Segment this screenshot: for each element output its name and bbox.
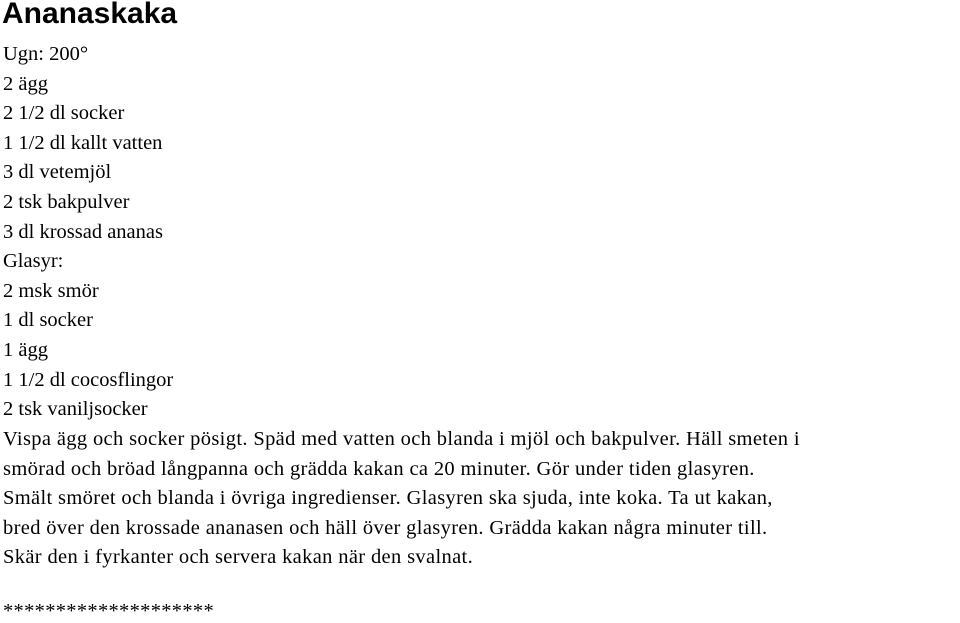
ingredient-line: 2 tsk bakpulver [3,190,130,213]
glaze-ingredient-line: 2 msk smör [3,279,99,302]
ingredient-list [3,40,173,425]
instruction-line: bred över den krossade ananasen och häll över glasyren. Grädda kakan några minuter till. [3,516,768,539]
ingredient-line: 3 dl krossad ananas [3,220,163,243]
glaze-ingredient-line: 1 ägg [3,338,48,361]
instruction-line: Skär den i fyrkanter och servera kakan när den svalnat. [3,546,474,569]
glaze-ingredient-line: 1 1/2 dl cocosflingor [3,368,174,391]
ingredient-line: 3 dl vetemjöl [3,161,112,184]
glaze-ingredient-line: 1 dl socker [3,309,93,332]
instruction-line: smörad och bröad långpanna och grädda kakan ca 20 minuter. Gör under tiden glasyren. [3,457,755,480]
ingredient-line: 1 1/2 dl kallt vatten [3,131,163,154]
oven-temperature: Ugn: 200° [3,43,89,65]
glaze-ingredient-line: 2 tsk vaniljsocker [3,398,148,421]
ingredient-line: 2 ägg [3,72,48,95]
ingredient-line: 2 1/2 dl socker [3,102,125,125]
instruction-line: Vispa ägg och socker pösigt. Späd med vatten och blanda i mjöl och bakpulver. Häll smeten i [3,428,800,450]
asterisk-separator: ******************** [3,600,214,622]
instructions-paragraph [3,425,960,573]
instruction-line: Smält smöret och blanda i övriga ingredienser. Glasyren ska sjuda, inte koka. Ta ut kakan, [3,487,773,510]
glaze-heading: Glasyr: [3,250,64,273]
recipe-title: Ananaskaka [2,0,178,30]
